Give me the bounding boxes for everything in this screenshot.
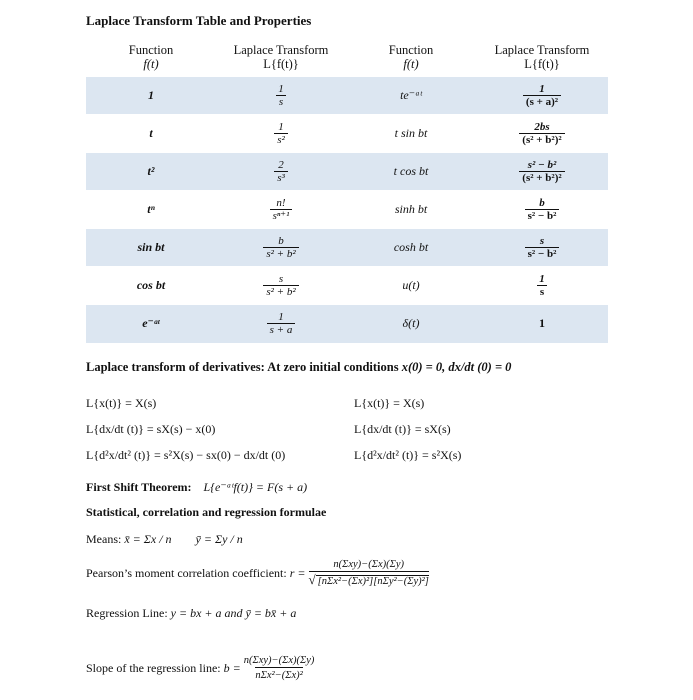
derivative-left-1: L{dx/dt (t)} = sX(s) − x(0) bbox=[86, 422, 216, 436]
denominator: (s² + b²)² bbox=[519, 133, 564, 146]
regression-formula: y = bx + a and ȳ = bx̄ + a bbox=[170, 606, 297, 620]
function-cell: t sin bt bbox=[346, 115, 476, 153]
regression-label: Regression Line: bbox=[86, 606, 168, 620]
means-line bbox=[86, 532, 243, 547]
transform-cell bbox=[216, 305, 346, 343]
table-header-row bbox=[86, 38, 608, 77]
numerator: 1 bbox=[539, 273, 545, 285]
function-cell: e⁻ᵃᵗ bbox=[86, 305, 216, 343]
mean-x: x̄ = Σx / n bbox=[124, 532, 172, 546]
table-row bbox=[86, 77, 608, 115]
numerator: 1 bbox=[278, 121, 284, 133]
header-transform-2: Laplace Transform L{f(t)} bbox=[494, 43, 590, 71]
transform-cell bbox=[476, 191, 608, 229]
denominator: s bbox=[276, 95, 286, 108]
function-cell: 1 bbox=[86, 77, 216, 115]
pearson-fraction: $\frac{\text{n(Σxy)−(Σx)(Σy)}}{\text{√ [nΣx²−(Σx)²][nΣy²−(Σy)²]}}$ bbox=[308, 559, 429, 587]
pearson-numerator: n(Σxy)−(Σx)(Σy) bbox=[333, 559, 405, 570]
shift-label: First Shift Theorem: bbox=[86, 480, 192, 494]
transform-cell bbox=[216, 229, 346, 267]
transform-cell bbox=[216, 267, 346, 305]
header-transform-1: Laplace Transform L{f(t)} bbox=[233, 43, 329, 71]
transform-fraction bbox=[263, 235, 298, 260]
transform-cell bbox=[216, 153, 346, 191]
derivative-right-1: L{dx/dt (t)} = sX(s) bbox=[354, 422, 451, 436]
numerator: n! bbox=[276, 197, 286, 209]
table-row bbox=[86, 115, 608, 153]
transform-cell bbox=[476, 229, 608, 267]
transform-fraction bbox=[276, 83, 286, 108]
transform-cell bbox=[476, 153, 608, 191]
transform-fraction bbox=[525, 235, 560, 260]
slope-numerator: n(Σxy)−(Σx)(Σy) bbox=[243, 655, 315, 666]
table-row bbox=[86, 305, 608, 343]
function-cell: t² bbox=[86, 153, 216, 191]
denominator: sⁿ⁺¹ bbox=[270, 209, 293, 222]
slope-denominator: nΣx²−(Σx)² bbox=[255, 667, 302, 682]
function-cell: t cos bt bbox=[346, 153, 476, 191]
transform-cell bbox=[476, 305, 608, 343]
numerator: b bbox=[539, 197, 545, 209]
means-label: Means: bbox=[86, 532, 122, 546]
slope-lhs: b = bbox=[223, 660, 241, 675]
table-row bbox=[86, 229, 608, 267]
transform-cell bbox=[476, 267, 608, 305]
laplace-table bbox=[86, 38, 608, 343]
derivative-right-0: L{x(t)} = X(s) bbox=[354, 396, 425, 410]
table-row bbox=[86, 191, 608, 229]
header-function-2: Function f(t) bbox=[388, 43, 434, 71]
transform-cell bbox=[216, 115, 346, 153]
transform-fraction bbox=[274, 121, 288, 146]
numerator: 1 bbox=[278, 311, 284, 324]
transform-fraction bbox=[263, 273, 298, 298]
numerator: 1 bbox=[539, 83, 545, 95]
denominator: s + a bbox=[267, 323, 296, 336]
pearson-label: Pearson’s moment correlation coefficient: bbox=[86, 565, 287, 580]
numerator: s bbox=[539, 235, 545, 247]
transform-cell bbox=[476, 77, 608, 115]
transform-fraction bbox=[270, 197, 293, 222]
transform-fraction bbox=[525, 197, 560, 222]
denominator: s² + b² bbox=[263, 285, 298, 298]
derivatives-left bbox=[86, 390, 285, 468]
table-row bbox=[86, 153, 608, 191]
transform-fraction bbox=[537, 273, 547, 298]
derivative-left-2: L{d²x/dt² (t)} = s²X(s) − sx(0) − dx/dt (0) bbox=[86, 448, 286, 462]
regression-line bbox=[86, 606, 296, 621]
transform-cell bbox=[216, 191, 346, 229]
transform-fraction bbox=[519, 159, 564, 184]
numerator: 2 bbox=[278, 159, 284, 171]
denominator: s² − b² bbox=[525, 209, 560, 222]
function-cell: te⁻ᵃᵗ bbox=[346, 77, 476, 115]
slope-fraction bbox=[244, 654, 315, 682]
transform-value: 1 bbox=[539, 316, 545, 331]
denominator: (s + a)² bbox=[523, 95, 561, 108]
pearson-line bbox=[86, 558, 429, 588]
derivatives-heading: Laplace transform of derivatives: At zero initial conditions x(0) = 0, dx/dt (0) = 0 bbox=[86, 360, 512, 374]
numerator: s² − b² bbox=[527, 159, 557, 171]
denominator: s² + b² bbox=[263, 247, 298, 260]
numerator: b bbox=[278, 235, 284, 247]
function-cell: sinh bt bbox=[346, 191, 476, 229]
stats-heading: Statistical, correlation and regression formulae bbox=[86, 505, 327, 519]
function-cell: δ(t) bbox=[346, 305, 476, 343]
numerator: s bbox=[278, 273, 284, 285]
denominator: (s² + b²)² bbox=[519, 171, 564, 184]
pearson-denominator: [nΣx²−(Σx)²][nΣy²−(Σy)²] bbox=[317, 576, 429, 587]
denominator: s² − b² bbox=[525, 247, 560, 260]
transform-fraction bbox=[523, 83, 561, 108]
transform-cell bbox=[216, 77, 346, 115]
slope-line bbox=[86, 654, 314, 682]
slope-label: Slope of the regression line: bbox=[86, 660, 221, 675]
function-cell: sin bt bbox=[86, 229, 216, 267]
function-cell: cosh bt bbox=[346, 229, 476, 267]
shift-formula: L{e⁻ᵃᵗf(t)} = F(s + a) bbox=[203, 480, 308, 494]
denominator: s² bbox=[274, 133, 288, 146]
derivative-left-0: L{x(t)} = X(s) bbox=[86, 396, 157, 410]
derivatives-right bbox=[354, 390, 461, 468]
function-cell: u(t) bbox=[346, 267, 476, 305]
derivative-right-2: L{d²x/dt² (t)} = s²X(s) bbox=[354, 448, 462, 462]
transform-fraction bbox=[274, 159, 288, 184]
transform-fraction bbox=[519, 121, 564, 146]
numerator: 1 bbox=[278, 83, 284, 95]
function-cell: t bbox=[86, 115, 216, 153]
page-title: Laplace Transform Table and Properties bbox=[86, 13, 312, 28]
denominator: s³ bbox=[274, 171, 288, 184]
function-cell: cos bt bbox=[86, 267, 216, 305]
transform-cell bbox=[476, 115, 608, 153]
pearson-lhs: r = bbox=[289, 565, 306, 580]
header-function-1: Function f(t) bbox=[128, 43, 174, 71]
transform-fraction bbox=[267, 311, 296, 336]
denominator: s bbox=[537, 285, 547, 298]
table-row bbox=[86, 267, 608, 305]
function-cell: tⁿ bbox=[86, 191, 216, 229]
mean-y: ȳ = Σy / n bbox=[195, 532, 243, 546]
numerator: 2bs bbox=[534, 121, 550, 133]
shift-theorem bbox=[86, 480, 307, 495]
